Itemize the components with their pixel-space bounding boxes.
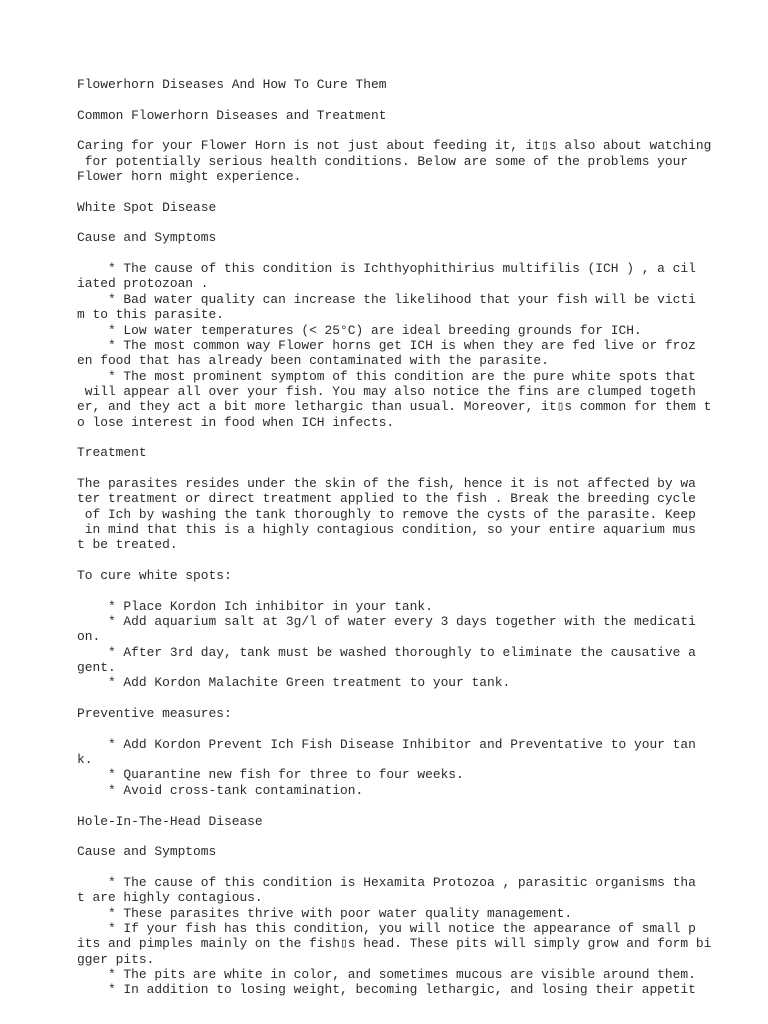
text-line: ter treatment or direct treatment applied to the fish . Break the breeding cycle — [77, 491, 696, 507]
text-line: its and pimples mainly on the fish▯s head. These pits will simply grow and form bi — [77, 936, 712, 952]
text-line: Caring for your Flower Horn is not just about feeding it, it▯s also about watching — [77, 138, 712, 154]
text-line: on. — [77, 629, 101, 645]
text-line: Hole-In-The-Head Disease — [77, 813, 263, 829]
text-line: * Place Kordon Ich inhibitor in your tank. — [77, 598, 433, 614]
text-line: * Avoid cross-tank contamination. — [77, 782, 364, 798]
text-line: * The most common way Flower horns get ICH is when they are fed live or froz — [77, 337, 696, 353]
text-line: er, and they act a bit more lethargic than usual. Moreover, it▯s common for them t — [77, 399, 712, 415]
text-line: gent. — [77, 660, 116, 676]
text-line: t are highly contagious. — [77, 890, 263, 906]
text-line: * The most prominent symptom of this condition are the pure white spots that — [77, 368, 696, 384]
text-line: iated protozoan . — [77, 276, 209, 292]
document-text — [77, 77, 717, 998]
text-line: * Add Kordon Prevent Ich Fish Disease Inhibitor and Preventative to your tan — [77, 736, 696, 752]
text-line: * Add aquarium salt at 3g/l of water every 3 days together with the medicati — [77, 614, 696, 630]
text-line: White Spot Disease — [77, 199, 217, 215]
text-line: will appear all over your fish. You may also notice the fins are clumped togeth — [77, 383, 696, 399]
text-line: gger pits. — [77, 951, 155, 967]
text-line: t be treated. — [77, 537, 178, 553]
text-line: Common Flowerhorn Diseases and Treatment — [77, 107, 387, 123]
text-line: * After 3rd day, tank must be washed thoroughly to eliminate the causative a — [77, 644, 696, 660]
text-line: Cause and Symptoms — [77, 230, 217, 246]
text-line: * These parasites thrive with poor water quality management. — [77, 905, 573, 921]
text-line: Flowerhorn Diseases And How To Cure Them — [77, 77, 387, 92]
text-line: * If your fish has this condition, you will notice the appearance of small p — [77, 920, 696, 936]
text-line: * Add Kordon Malachite Green treatment to your tank. — [77, 675, 511, 691]
text-line: for potentially serious health conditions. Below are some of the problems your — [77, 153, 689, 169]
text-line: To cure white spots: — [77, 568, 232, 583]
text-line: * The cause of this condition is Ichthyophithirius multifilis (ICH ) , a cil — [77, 261, 696, 277]
text-line: The parasites resides under the skin of the fish, hence it is not affected by wa — [77, 475, 696, 491]
text-line: * In addition to losing weight, becoming lethargic, and losing their appetit — [77, 982, 696, 998]
text-line: o lose interest in food when ICH infects. — [77, 414, 395, 430]
text-line: Flower horn might experience. — [77, 169, 302, 185]
text-line: in mind that this is a highly contagious condition, so your entire aquarium mus — [77, 521, 696, 537]
text-line: Cause and Symptoms — [77, 844, 217, 860]
text-line: Treatment — [77, 445, 147, 461]
text-line: en food that has already been contaminated with the parasite. — [77, 353, 549, 369]
text-line: Preventive measures: — [77, 706, 232, 722]
text-line: * Bad water quality can increase the likelihood that your fish will be victi — [77, 291, 696, 307]
text-line: * Low water temperatures (< 25°C) are ideal breeding grounds for ICH. — [77, 322, 642, 338]
text-line: * The cause of this condition is Hexamita Protozoa , parasitic organisms tha — [77, 874, 696, 890]
text-line: m to this parasite. — [77, 307, 224, 323]
text-line: k. — [77, 752, 93, 768]
text-line: * The pits are white in color, and sometimes mucous are visible around them. — [77, 966, 696, 982]
text-line: * Quarantine new fish for three to four weeks. — [77, 767, 464, 783]
text-line: of Ich by washing the tank thoroughly to remove the cysts of the parasite. Keep — [77, 506, 696, 522]
